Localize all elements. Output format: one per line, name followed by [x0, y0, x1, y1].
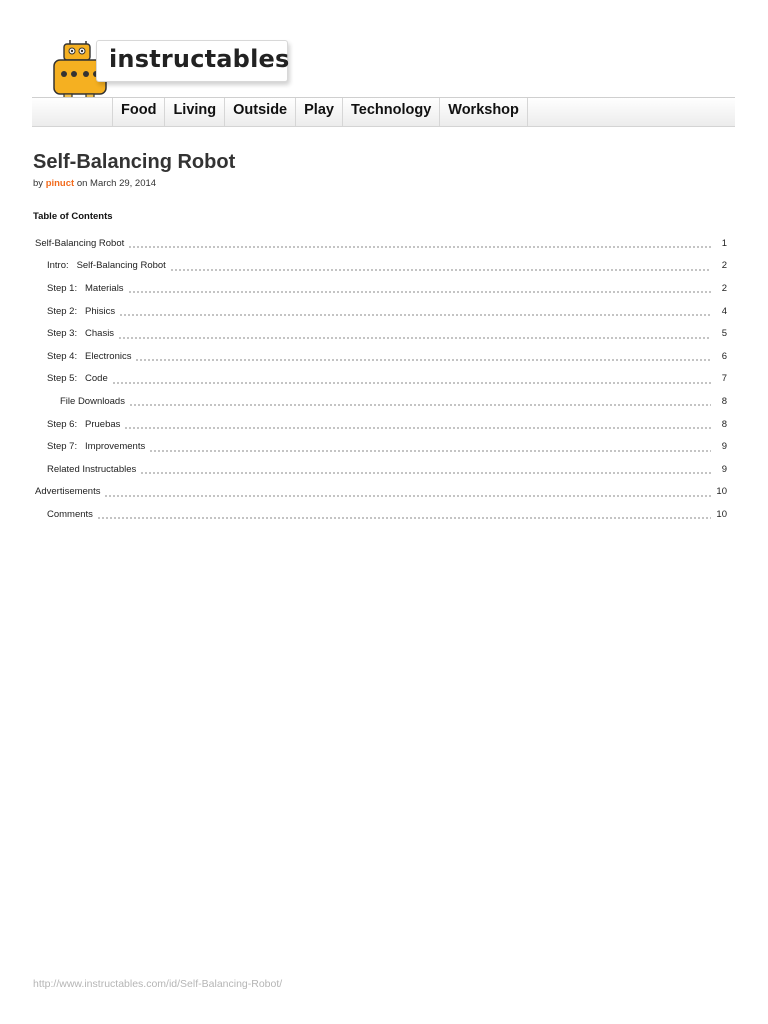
toc-entry-page: 5 — [721, 328, 727, 340]
toc-entry-page: 2 — [721, 260, 727, 272]
table-of-contents — [33, 232, 727, 526]
author-link[interactable]: pinuct — [45, 178, 75, 189]
nav-item-outside[interactable]: Outside — [225, 98, 296, 126]
toc-entry-page: 2 — [721, 282, 727, 294]
toc-entry-page: 8 — [721, 395, 727, 407]
nav-item-workshop[interactable]: Workshop — [440, 98, 528, 126]
toc-entry-page: 8 — [721, 418, 727, 430]
toc-entry[interactable] — [33, 368, 727, 391]
toc-entry[interactable] — [33, 277, 727, 300]
toc-entry-page: 9 — [721, 463, 727, 475]
nav-item-living[interactable]: Living — [165, 98, 225, 126]
toc-entry-label: Step 5: Code — [47, 373, 108, 385]
toc-entry-label: Comments — [47, 508, 93, 520]
toc-entry-label: Self-Balancing Robot — [35, 237, 125, 249]
toc-entry[interactable] — [33, 435, 727, 458]
toc-entry[interactable] — [33, 503, 727, 526]
dot-leader — [104, 487, 711, 497]
dot-leader — [170, 261, 711, 271]
toc-entry-label: Step 4: Electronics — [47, 350, 132, 362]
toc-entry-page: 4 — [721, 305, 727, 317]
toc-entry-page: 6 — [721, 350, 727, 362]
dot-leader — [140, 464, 711, 474]
dot-leader — [124, 419, 711, 429]
toc-entry-page: 1 — [721, 237, 727, 249]
nav-item-play[interactable]: Play — [296, 98, 343, 126]
byline — [33, 178, 156, 189]
toc-entry[interactable] — [33, 390, 727, 413]
dot-leader — [149, 442, 711, 452]
category-nav — [32, 97, 735, 127]
toc-entry-page: 10 — [716, 486, 727, 498]
footer-url[interactable]: http://www.instructables.com/id/Self-Balancing-Robot/ — [33, 978, 283, 990]
page-title: Self-Balancing Robot — [33, 151, 236, 173]
byline-prefix: by — [33, 178, 44, 189]
dot-leader — [128, 238, 711, 248]
nav-item-food[interactable]: Food — [112, 98, 165, 126]
toc-entry-label: Step 6: Pruebas — [47, 418, 121, 430]
toc-entry-label: Related Instructables — [47, 463, 137, 475]
toc-entry-page: 9 — [721, 441, 727, 453]
nav-item-technology[interactable]: Technology — [343, 98, 440, 126]
toc-entry-label: Step 2: Phisics — [47, 305, 116, 317]
toc-entry-label: Step 7: Improvements — [47, 441, 146, 453]
toc-entry[interactable] — [33, 300, 727, 323]
dot-leader — [112, 374, 711, 384]
dot-leader — [128, 283, 711, 293]
toc-entry-label: Step 1: Materials — [47, 282, 124, 294]
toc-entry[interactable] — [33, 481, 727, 504]
toc-entry[interactable] — [33, 345, 727, 368]
dot-leader — [118, 329, 711, 339]
logo[interactable] — [96, 40, 288, 82]
dot-leader — [135, 351, 711, 361]
toc-entry[interactable] — [33, 232, 727, 255]
toc-entry[interactable] — [33, 458, 727, 481]
dot-leader — [119, 306, 711, 316]
toc-entry[interactable] — [33, 413, 727, 436]
toc-entry-page: 7 — [721, 373, 727, 385]
site-header — [0, 0, 768, 130]
toc-entry[interactable] — [33, 255, 727, 278]
dot-leader — [129, 396, 711, 406]
toc-heading: Table of Contents — [33, 211, 113, 222]
logo-wordmark: instructables — [109, 45, 290, 73]
toc-entry-label: Step 3: Chasis — [47, 328, 115, 340]
publish-date: on March 29, 2014 — [76, 178, 157, 189]
toc-entry-label: Advertisements — [35, 486, 101, 498]
toc-entry[interactable] — [33, 322, 727, 345]
toc-entry-page: 10 — [716, 508, 727, 520]
toc-entry-label: Intro: Self-Balancing Robot — [47, 260, 166, 272]
toc-entry-label: File Downloads — [60, 395, 125, 407]
dot-leader — [97, 509, 711, 519]
